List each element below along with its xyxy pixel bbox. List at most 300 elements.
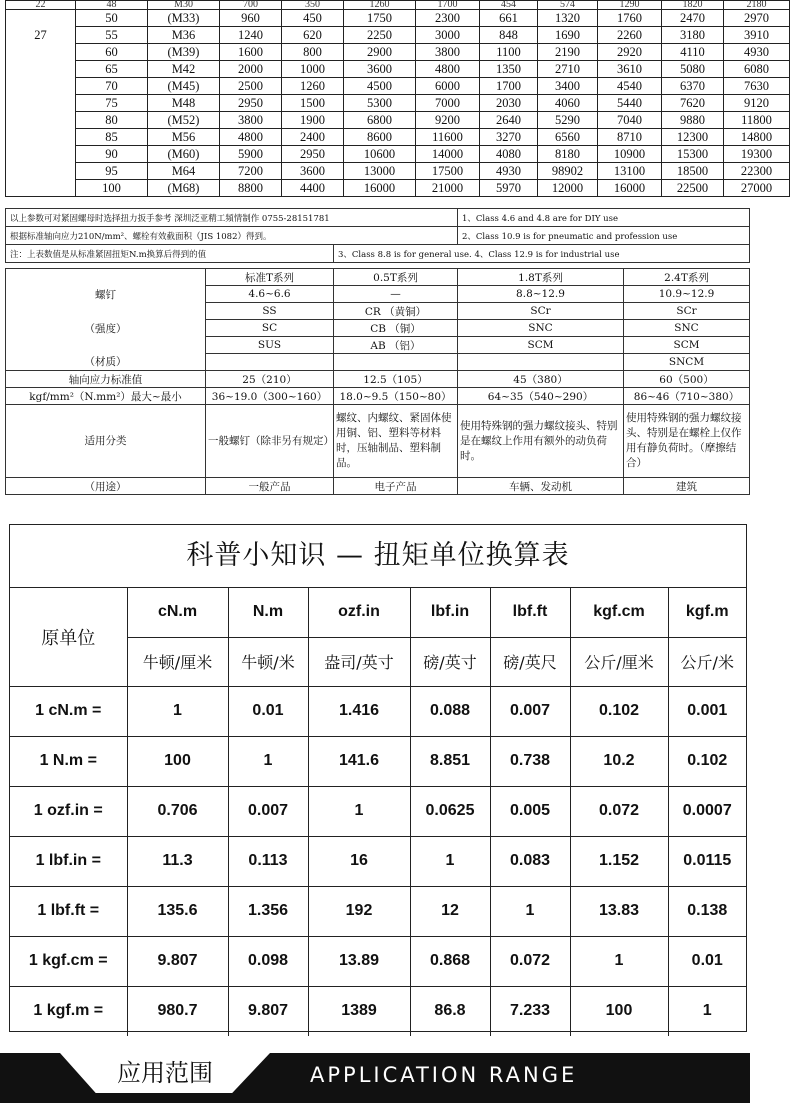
bolt-cell: 60: [76, 44, 148, 61]
bolt-cell: 6000: [416, 78, 480, 95]
bolt-cell: 3800: [416, 44, 480, 61]
unit-header: ozf.in: [308, 588, 410, 637]
bolt-cell: 12300: [662, 129, 724, 146]
conversion-value: 0.007: [490, 686, 570, 736]
bolt-cell: 8600: [344, 129, 416, 146]
bolt-cell: 2000: [220, 61, 282, 78]
bolt-group-cell: [6, 61, 76, 78]
bolt-cell: 7040: [598, 112, 662, 129]
conversion-value: 100: [127, 736, 228, 786]
bolt-cell: 2030: [480, 95, 538, 112]
bolt-cell: 5290: [538, 112, 598, 129]
bolt-cell: 848: [480, 27, 538, 44]
conversion-value: 12: [410, 886, 490, 936]
note-right-1: 1、Class 4.6 and 4.8 are for DIY use: [458, 209, 750, 227]
bolt-cell: 1900: [282, 112, 344, 129]
unit-header-cn: 公斤/米: [668, 637, 746, 686]
bolt-cell: 2710: [538, 61, 598, 78]
class-05t: —: [334, 286, 458, 303]
mat-3-24t: SCM: [624, 337, 750, 354]
bolt-cell: M36: [148, 27, 220, 44]
conversion-value: 0.098: [228, 936, 308, 986]
conversion-value: 0.01: [228, 686, 308, 736]
conversion-value: 1389: [308, 986, 410, 1036]
conversion-value: 1.356: [228, 886, 308, 936]
mat-3-05t: AB （铝）: [334, 337, 458, 354]
conversion-value: 0.102: [668, 736, 746, 786]
bolt-group-cell: [6, 95, 76, 112]
bolt-row: [6, 44, 790, 61]
bolt-cell: 13100: [598, 163, 662, 180]
bolt-group-cell: [6, 146, 76, 163]
bolt-cell: 4800: [220, 129, 282, 146]
note-right-3: 3、Class 8.8 is for general use. 4、Class 12.9 is for industrial use: [334, 245, 750, 263]
bolt-row: [6, 146, 790, 163]
conversion-value: 141.6: [308, 736, 410, 786]
mat-1-t: SS: [206, 303, 334, 320]
bolt-cell: 8800: [220, 180, 282, 197]
axial-t: 25（210）: [206, 371, 334, 388]
bolt-cell: 1750: [344, 10, 416, 27]
bolt-cell: 9120: [724, 95, 790, 112]
bolt-cell: 1600: [220, 44, 282, 61]
bolt-row: [6, 10, 790, 27]
bolt-cell: 7630: [724, 78, 790, 95]
bolt-cell: M64: [148, 163, 220, 180]
bolt-cell: 85: [76, 129, 148, 146]
bolt-cell: (M45): [148, 78, 220, 95]
bolt-cell: 55: [76, 27, 148, 44]
unit-header: N.m: [228, 588, 308, 637]
bolt-cell: 2900: [344, 44, 416, 61]
bolt-group-cell: [6, 44, 76, 61]
conversion-value: 0.01: [668, 936, 746, 986]
bolt-cell: 2500: [220, 78, 282, 95]
bolt-cell: 5300: [344, 95, 416, 112]
bolt-group-cell: [6, 129, 76, 146]
bolt-cell: 1820: [662, 1, 724, 10]
bolt-cell: 3610: [598, 61, 662, 78]
application-range-banner: [0, 1053, 750, 1103]
bolt-group-cell: [6, 163, 76, 180]
conversion-value: 0.113: [228, 836, 308, 886]
row-unit-label: 1 lbf.ft =: [10, 886, 127, 936]
bolt-row-cut: [6, 1, 790, 10]
bolt-cell: 9200: [416, 112, 480, 129]
bolt-cell: (M39): [148, 44, 220, 61]
bolt-cell: 4060: [538, 95, 598, 112]
bolt-cell: 16000: [344, 180, 416, 197]
torque-conversion-panel: [9, 524, 747, 1032]
range-18t: 64~35（540~290）: [458, 388, 624, 405]
bolt-group-cell: 27: [6, 27, 76, 44]
bolt-cell: 4110: [662, 44, 724, 61]
grade-corner: [6, 269, 206, 286]
mat-4-05t: [334, 354, 458, 371]
bolt-torque-table: [5, 0, 790, 197]
conversion-value: 980.7: [127, 986, 228, 1036]
axial-24t: 60（500）: [624, 371, 750, 388]
conversion-value: 1: [127, 686, 228, 736]
range-t: 36~19.0（300~160）: [206, 388, 334, 405]
conversion-value: 0.083: [490, 836, 570, 886]
bolt-cell: 1100: [480, 44, 538, 61]
bolt-cell: 70: [76, 78, 148, 95]
row-unit-label: 1 kgf.m =: [10, 986, 127, 1036]
range-24t: 86~46（710~380）: [624, 388, 750, 405]
conversion-value: 0.868: [410, 936, 490, 986]
mat-4-t: [206, 354, 334, 371]
unit-header: kgf.m: [668, 588, 746, 637]
bolt-cell: 2920: [598, 44, 662, 61]
bolt-cell: 2470: [662, 10, 724, 27]
bolt-cell: 350: [282, 1, 344, 10]
notes-table: [5, 208, 750, 263]
bolt-cell: 14000: [416, 146, 480, 163]
conversion-row: [10, 736, 746, 786]
banner-title-cn: 应用范围: [117, 1059, 213, 1087]
conversion-value: 9.807: [228, 986, 308, 1036]
bolt-cell: 21000: [416, 180, 480, 197]
conversion-value: 7.233: [490, 986, 570, 1036]
conversion-value: 1: [410, 836, 490, 886]
bolt-cell: 2260: [598, 27, 662, 44]
use-t: 一般产品: [206, 478, 334, 495]
conversion-value: 13.83: [570, 886, 668, 936]
conversion-header-row: [10, 588, 746, 637]
bolt-cell: 661: [480, 10, 538, 27]
bolt-cell: 4800: [416, 61, 480, 78]
bolt-cell: 1240: [220, 27, 282, 44]
unit-header: kgf.cm: [570, 588, 668, 637]
conversion-value: 1.416: [308, 686, 410, 736]
bolt-cell: 6560: [538, 129, 598, 146]
bolt-cell: 2300: [416, 10, 480, 27]
strength-label: （强度）: [6, 320, 206, 337]
material-label: （材质）: [6, 354, 206, 371]
bolt-cell: 9880: [662, 112, 724, 129]
class-18t: 8.8~12.9: [458, 286, 624, 303]
bolt-cell: 65: [76, 61, 148, 78]
unit-header-cn: 盎司/英寸: [308, 637, 410, 686]
bolt-row: [6, 129, 790, 146]
grade-table: [5, 268, 750, 495]
mat-1-05t: CR （黄铜）: [334, 303, 458, 320]
conversion-value: 10.2: [570, 736, 668, 786]
conversion-value: 0.0007: [668, 786, 746, 836]
conversion-value: 100: [570, 986, 668, 1036]
bolt-cell: 3000: [416, 27, 480, 44]
bolt-cell: 10900: [598, 146, 662, 163]
bolt-cell: 13000: [344, 163, 416, 180]
bolt-cell: M56: [148, 129, 220, 146]
mat-2-t: SC: [206, 320, 334, 337]
conversion-value: 0.007: [228, 786, 308, 836]
bolt-cell: 1350: [480, 61, 538, 78]
bolt-cell: 2950: [220, 95, 282, 112]
bolt-group-cell: [6, 112, 76, 129]
axial-18t: 45（380）: [458, 371, 624, 388]
screw-label: 螺钉: [6, 286, 206, 303]
row-unit-label: 1 cN.m =: [10, 686, 127, 736]
axial-label: 轴向应力标准值: [6, 371, 206, 388]
bolt-cell: 2400: [282, 129, 344, 146]
conversion-value: 9.807: [127, 936, 228, 986]
apply-18t: 使用特殊钢的强力螺纹接头、特别是在螺纹上作用有额外的动负荷时。: [458, 405, 624, 478]
series-24t: 2.4T系列: [624, 269, 750, 286]
conversion-value: 135.6: [127, 886, 228, 936]
bolt-cell: 2180: [724, 1, 790, 10]
conversion-value: 0.738: [490, 736, 570, 786]
bolt-cell: 18500: [662, 163, 724, 180]
bolt-cell: 8710: [598, 129, 662, 146]
bolt-group-cell: [6, 180, 76, 197]
conversion-value: 192: [308, 886, 410, 936]
unit-header: cN.m: [127, 588, 228, 637]
note-left-1: 以上参数可对紧固螺母时选择扭力扳手参考 深圳泛亚精工頻情制作 0755-28151781: [6, 209, 458, 227]
bolt-cell: M42: [148, 61, 220, 78]
conversion-value: 1: [570, 936, 668, 986]
bolt-cell: M48: [148, 95, 220, 112]
mat-3-18t: SCM: [458, 337, 624, 354]
conversion-value: 0.001: [668, 686, 746, 736]
orig-unit-header: 原单位: [10, 588, 127, 686]
conversion-value: 0.072: [570, 786, 668, 836]
bolt-cell: 4930: [480, 163, 538, 180]
bolt-cell: 1700: [416, 1, 480, 10]
series-05t: 0.5T系列: [334, 269, 458, 286]
conversion-value: 1: [490, 886, 570, 936]
conversion-value: 0.706: [127, 786, 228, 836]
note-right-2: 2、Class 10.9 is for pneumatic and profession use: [458, 227, 750, 245]
mat-1-18t: SCr: [458, 303, 624, 320]
row-unit-label: 1 ozf.in =: [10, 786, 127, 836]
bolt-cell: 3800: [220, 112, 282, 129]
bolt-cell: 50: [76, 10, 148, 27]
bolt-cell: 5970: [480, 180, 538, 197]
mat-2-24t: SNC: [624, 320, 750, 337]
bolt-cell: 6080: [724, 61, 790, 78]
note-left-3: 注：上表数值是从标准紧固扭矩N.m换算后得到的值: [6, 245, 334, 263]
blank-cell: [6, 303, 206, 320]
mat-4-18t: [458, 354, 624, 371]
bolt-cell: 2970: [724, 10, 790, 27]
bolt-cell: 19300: [724, 146, 790, 163]
bolt-cell: 11600: [416, 129, 480, 146]
apply-t: 一般螺钉（除非另有规定）: [206, 405, 334, 478]
bolt-cell: 12000: [538, 180, 598, 197]
bolt-cell: 15300: [662, 146, 724, 163]
bolt-cell: 48: [76, 1, 148, 10]
mat-3-t: SUS: [206, 337, 334, 354]
bolt-cell: 1320: [538, 10, 598, 27]
bolt-cell: 1000: [282, 61, 344, 78]
conversion-value: 1: [668, 986, 746, 1036]
conversion-value: 16: [308, 836, 410, 886]
bolt-row: [6, 27, 790, 44]
bolt-cell: 75: [76, 95, 148, 112]
bolt-cell: 1690: [538, 27, 598, 44]
apply-05t: 螺纹、内螺纹、紧固体使用铜、铝、塑料等材料时，压轴制品、塑料制品。: [334, 405, 458, 478]
mat-2-18t: SNC: [458, 320, 624, 337]
row-unit-label: 1 lbf.in =: [10, 836, 127, 886]
use-label: （用途）: [6, 478, 206, 495]
mat-1-24t: SCr: [624, 303, 750, 320]
conversion-value: 0.102: [570, 686, 668, 736]
bolt-cell: 4400: [282, 180, 344, 197]
bolt-cell: 450: [282, 10, 344, 27]
bolt-cell: 2250: [344, 27, 416, 44]
bolt-cell: 3180: [662, 27, 724, 44]
note-left-2: 根据标准轴向应力210N/mm²、螺栓有效截面积（JIS 1082）得到。: [6, 227, 458, 245]
bolt-cell: 8180: [538, 146, 598, 163]
banner-title-en: APPLICATION RANGE: [310, 1063, 578, 1087]
bolt-row: [6, 95, 790, 112]
bolt-cell: 1500: [282, 95, 344, 112]
bolt-cell: 22300: [724, 163, 790, 180]
bolt-row: [6, 180, 790, 197]
bolt-cell: 6800: [344, 112, 416, 129]
conversion-row: [10, 786, 746, 836]
bolt-cell: 960: [220, 10, 282, 27]
conversion-value: 0.138: [668, 886, 746, 936]
conversion-value: 86.8: [410, 986, 490, 1036]
bolt-cell: 22500: [662, 180, 724, 197]
bolt-row: [6, 163, 790, 180]
bolt-cell: (M68): [148, 180, 220, 197]
bolt-cell: 17500: [416, 163, 480, 180]
bolt-cell: 3600: [344, 61, 416, 78]
conversion-row: [10, 986, 746, 1036]
bolt-cell: 98902: [538, 163, 598, 180]
bolt-cell: 700: [220, 1, 282, 10]
bolt-cell: (M33): [148, 10, 220, 27]
unit-header-cn: 牛顿/厘米: [127, 637, 228, 686]
series-t: 标准T系列: [206, 269, 334, 286]
bolt-cell: 4500: [344, 78, 416, 95]
bolt-group-cell: [6, 10, 76, 27]
bolt-cell: 3270: [480, 129, 538, 146]
apply-label: 适用分类: [6, 405, 206, 478]
conversion-row: [10, 836, 746, 886]
bolt-cell: 22: [6, 1, 76, 10]
conversion-value: 0.072: [490, 936, 570, 986]
mat-2-05t: CB （铜）: [334, 320, 458, 337]
bolt-cell: 16000: [598, 180, 662, 197]
conversion-row: [10, 886, 746, 936]
class-t: 4.6~6.6: [206, 286, 334, 303]
bolt-cell: 27000: [724, 180, 790, 197]
bolt-cell: (M60): [148, 146, 220, 163]
conversion-value: 0.005: [490, 786, 570, 836]
unit-header: lbf.ft: [490, 588, 570, 637]
conversion-value: 8.851: [410, 736, 490, 786]
unit-header-cn: 磅/英尺: [490, 637, 570, 686]
bolt-cell: 11800: [724, 112, 790, 129]
conversion-value: 1.152: [570, 836, 668, 886]
conversion-value: 0.0625: [410, 786, 490, 836]
bolt-cell: 4080: [480, 146, 538, 163]
bolt-cell: 4540: [598, 78, 662, 95]
conversion-table: [10, 588, 746, 1036]
unit-header-cn: 牛顿/米: [228, 637, 308, 686]
bolt-cell: (M52): [148, 112, 220, 129]
bolt-cell: 1760: [598, 10, 662, 27]
bolt-cell: 1700: [480, 78, 538, 95]
unit-header-cn: 公斤/厘米: [570, 637, 668, 686]
bolt-cell: 5900: [220, 146, 282, 163]
conversion-value: 1: [308, 786, 410, 836]
bolt-cell: 3910: [724, 27, 790, 44]
conversion-row: [10, 686, 746, 736]
bolt-cell: 2640: [480, 112, 538, 129]
use-24t: 建筑: [624, 478, 750, 495]
row-unit-label: 1 N.m =: [10, 736, 127, 786]
bolt-cell: 90: [76, 146, 148, 163]
bolt-cell: 7620: [662, 95, 724, 112]
bolt-cell: 80: [76, 112, 148, 129]
bolt-cell: 100: [76, 180, 148, 197]
bolt-cell: 3400: [538, 78, 598, 95]
bolt-cell: 95: [76, 163, 148, 180]
apply-24t: 使用特殊钢的强力螺纹接头、特别是在螺栓上仅作用有静负荷时。（摩擦结合）: [624, 405, 750, 478]
bolt-row: [6, 78, 790, 95]
bolt-cell: 7000: [416, 95, 480, 112]
bolt-cell: 6370: [662, 78, 724, 95]
bolt-cell: 454: [480, 1, 538, 10]
conversion-row: [10, 936, 746, 986]
bolt-cell: 3600: [282, 163, 344, 180]
bolt-cell: 10600: [344, 146, 416, 163]
axial-05t: 12.5（105）: [334, 371, 458, 388]
conversion-value: 11.3: [127, 836, 228, 886]
use-18t: 车辆、发动机: [458, 478, 624, 495]
bolt-cell: 620: [282, 27, 344, 44]
bolt-cell: 574: [538, 1, 598, 10]
class-24t: 10.9~12.9: [624, 286, 750, 303]
bolt-cell: M30: [148, 1, 220, 10]
series-18t: 1.8T系列: [458, 269, 624, 286]
conversion-value: 0.0115: [668, 836, 746, 886]
bolt-row: [6, 61, 790, 78]
bolt-cell: 14800: [724, 129, 790, 146]
bolt-cell: 5440: [598, 95, 662, 112]
range-05t: 18.0~9.5（150~80）: [334, 388, 458, 405]
bolt-cell: 800: [282, 44, 344, 61]
bolt-cell: 2190: [538, 44, 598, 61]
bolt-cell: 5080: [662, 61, 724, 78]
conversion-value: 0.088: [410, 686, 490, 736]
conversion-value: 13.89: [308, 936, 410, 986]
use-05t: 电子产品: [334, 478, 458, 495]
bolt-cell: 2950: [282, 146, 344, 163]
range-label: kgf/mm²（N.mm²）最大~最小: [6, 388, 206, 405]
row-unit-label: 1 kgf.cm =: [10, 936, 127, 986]
bolt-cell: 1260: [344, 1, 416, 10]
bolt-cell: 7200: [220, 163, 282, 180]
bolt-row: [6, 112, 790, 129]
blank-cell: [6, 337, 206, 354]
conversion-value: 1: [228, 736, 308, 786]
conversion-title: 科普小知识 — 扭矩单位换算表: [10, 525, 746, 588]
bolt-cell: 4930: [724, 44, 790, 61]
bolt-group-cell: [6, 78, 76, 95]
unit-header: lbf.in: [410, 588, 490, 637]
bolt-cell: 1260: [282, 78, 344, 95]
unit-header-cn: 磅/英寸: [410, 637, 490, 686]
mat-4-24t: SNCM: [624, 354, 750, 371]
bolt-cell: 1290: [598, 1, 662, 10]
